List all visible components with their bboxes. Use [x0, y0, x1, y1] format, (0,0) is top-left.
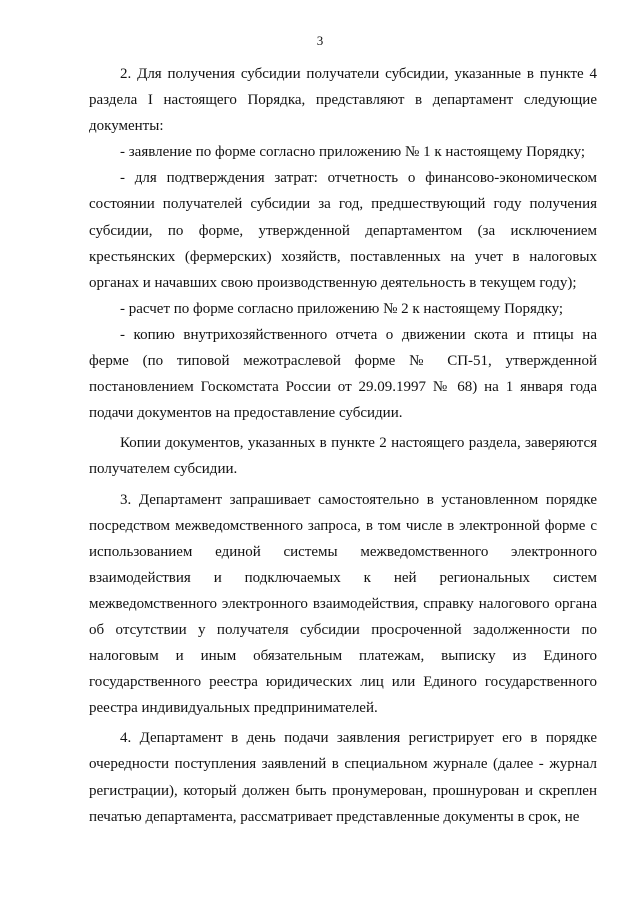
paragraph-copies-certification: Копии документов, указанных в пункте 2 настоящего раздела, заверяются получателем субсидии.: [89, 435, 597, 478]
paragraph-calculation-item: - расчет по форме согласно приложению № 2 к настоящему Порядку;: [120, 300, 564, 317]
page-number: 3: [316, 33, 324, 48]
paragraph-documents-list-intro: 2. Для получения субсидии получатели субсидии, указанные в пункте 4 раздела I настоящего Порядка, представляют в департамент следующие документы:: [89, 66, 597, 135]
document-body: [89, 61, 597, 830]
paragraph-section-3: 3. Департамент запрашивает самостоятельно в установленном порядке посредством межведомственного запроса, в том числе в электронной форме с использованием единой системы межведомственного электронного взаимодействия и подключаемых к ней региональных систем межведомственного электронного взаимодействия, справку налогового органа об отсутствии у получателя субсидии просроченной задолженности по налоговым и иным обязательным платежам, выписку из Единого государственного реестра юридических лиц или Единого государственного реестра индивидуальных предпринимателей.: [89, 491, 597, 717]
paragraph-application-item: - заявление по форме согласно приложению № 1 к настоящему Порядку;: [120, 144, 586, 161]
paragraph-livestock-report-item: - копию внутрихозяйственного отчета о движении скота и птицы на ферме (по типовой межотраслевой форме № СП-51, утвержденной постановлением Госкомстата России от 29.09.1997 № 68) на 1 января года подачи документов на предоставление субсидии.: [89, 326, 597, 422]
paragraph-section-4: 4. Департамент в день подачи заявления регистрирует его в порядке очередности поступления заявлений в специальном журнале (далее - журнал регистрации), который должен быть пронумерован, прошнурован и скреплен печатью департамента, рассматривает представленные документы в срок, не: [89, 730, 597, 825]
paragraph-expenses-item: - для подтверждения затрат: отчетность о финансово-экономическом состоянии получателей субсидии за год, предшествующий году получения субсидии, по форме, утвержденной департаментом (за исключением крестьянских (фермерских) хозяйств, поставленных на учет в налоговых органах и начавших свою производственную деятельность в текущем году);: [89, 170, 597, 291]
